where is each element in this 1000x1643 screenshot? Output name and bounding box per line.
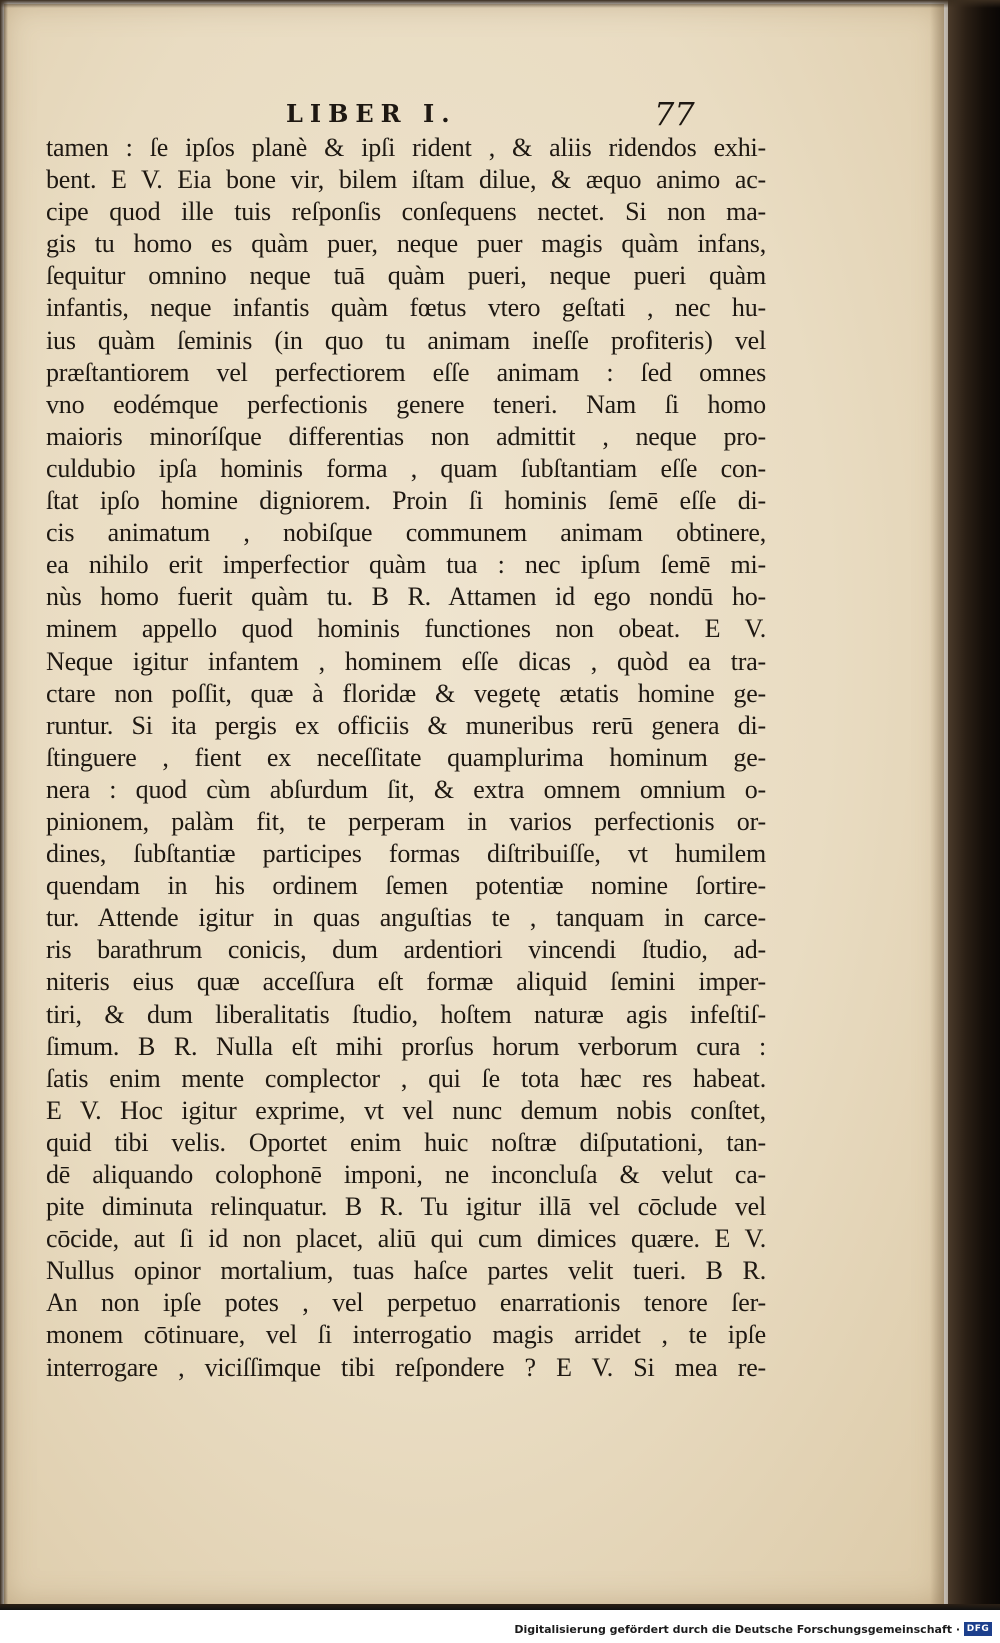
text-line: tiri, & dum liberalitatis ſtudio, hoſtem naturæ agis infeſtiſ- (46, 999, 766, 1029)
body-text (46, 132, 766, 1384)
text-line: ris barathrum conicis, dum ardentiori vincendi ſtudio, ad- (46, 935, 766, 965)
text-line: gis tu homo es quàm puer, neque puer magis quàm infans, (46, 229, 766, 259)
top-edge (0, 0, 1000, 8)
paper-sheet (4, 4, 944, 1604)
text-line: ea nihilo erit imperfectior quàm tua : nec ipſum ſemē mi- (46, 550, 766, 580)
text-line: quendam in his ordinem ſemen potentiæ nomine ſortire- (46, 871, 766, 901)
text-line: ius quàm ſeminis (in quo tu animam ineſſe profiteris) vel (46, 325, 766, 355)
text-line: cipe quod ille tuis reſponſis conſequens nectet. Si non ma- (46, 197, 766, 227)
text-line: ſimum. B R. Nulla eſt mihi prorſus horum verborum cura : (46, 1031, 766, 1061)
text-line: monem cōtinuare, vel ſi interrogatio magis arridet , te ipſe (46, 1320, 766, 1350)
footer-bar (0, 1616, 1000, 1643)
text-line: ſequitur omnino neque tuā quàm pueri, neque pueri quàm (46, 261, 766, 291)
running-title: LIBER I. (286, 99, 457, 128)
text-line: Nullus opinor mortalium, tuas haſce partes velit tueri. B R. (46, 1256, 766, 1286)
text-line: tamen : ſe ipſos planè & ipſi rident , & aliis ridendos exhi- (46, 133, 766, 162)
text-line: dines, ſubſtantiæ participes formas diſtribuiſſe, vt humilem (46, 839, 766, 869)
dfg-logo-icon: DFG (964, 1622, 992, 1636)
text-line: cōcide, aut ſi id non placet, aliū qui cum dimices quære. E V. (46, 1224, 766, 1254)
text-line: runtur. Si ita pergis ex officiis & muneribus rerū genera di- (46, 710, 766, 740)
text-line: infantis, neque infantis quàm fœtus vtero geſtati , nec hu- (46, 293, 766, 323)
text-line: ctare non poſſit, quæ à floridæ & vegetę ætatis homine ge- (46, 678, 766, 708)
text-line: Neque igitur infantem , hominem eſſe dicas , quòd ea tra- (46, 646, 766, 676)
text-line: ſtat ipſo homine digniorem. Proin ſi hominis ſemē eſſe di- (46, 486, 766, 516)
text-line: dē aliquando colophonē imponi, ne inconcluſa & velut ca- (46, 1160, 766, 1189)
text-line: minem appello quod hominis functiones non obeat. E V. (46, 614, 766, 644)
funding-credit: Digitalisierung gefördert durch die Deutsche Forschungsgemeinschaft · (514, 1623, 960, 1636)
text-line: præſtantiorem vel perfectiorem eſſe animam : ſed omnes (46, 357, 766, 387)
book-spine (948, 0, 1000, 1610)
text-line: niteris eius quæ acceſſura eſt formæ aliquid ſemini imper- (46, 967, 766, 997)
text-line: ſatis enim mente complector , qui ſe tota hæc res habeat. (46, 1063, 766, 1093)
text-line: ſtinguere , fient ex neceſſitate quamplurima hominum ge- (46, 742, 766, 772)
text-line: maioris minoríſque differentias non admittit , neque pro- (46, 421, 766, 451)
text-line: nùs homo fuerit quàm tu. B R. Attamen id ego nondū ho- (46, 582, 766, 612)
text-line: tur. Attende igitur in quas anguſtias te , tanquam in carce- (46, 903, 766, 933)
text-line: An non ipſe potes , vel perpetuo enarrationis tenore ſer- (46, 1288, 766, 1318)
bottom-edge (0, 1604, 1000, 1610)
text-line: culdubio ipſa hominis forma , quam ſubſtantiam eſſe con- (46, 453, 766, 483)
left-edge (0, 0, 8, 1610)
text-line: nera : quod cùm abſurdum ſit, & extra omnem omnium o- (46, 774, 766, 804)
text-line: vno eodémque perfectionis genere teneri. Nam ſi homo (46, 389, 766, 419)
page-number: 77 (654, 95, 695, 133)
text-line: bent. E V. Eia bone vir, bilem iſtam dilue, & æquo animo ac- (46, 165, 766, 195)
running-header (4, 97, 944, 137)
text-line: pinionem, palàm fit, te perperam in varios perfectionis or- (46, 806, 766, 836)
text-line: cis animatum , nobiſque communem animam obtinere, (46, 518, 766, 548)
text-line: E V. Hoc igitur exprime, vt vel nunc demum nobis conſtet, (46, 1095, 766, 1125)
text-line: interrogare , viciſſimque tibi reſpondere ? E V. Si mea re- (46, 1352, 766, 1382)
text-line: pite diminuta relinquatur. B R. Tu igitur illā vel cōclude vel (46, 1192, 766, 1222)
text-line: quid tibi velis. Oportet enim huic noſtræ diſputationi, tan- (46, 1127, 766, 1157)
